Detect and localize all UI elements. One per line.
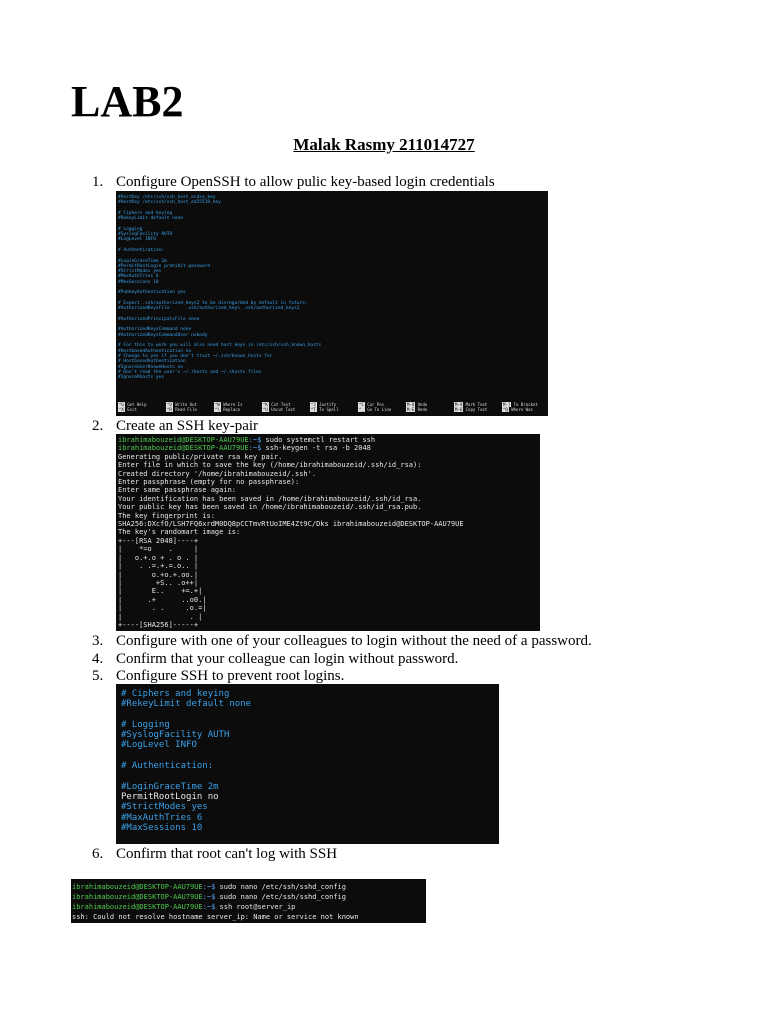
document-title: LAB2 (71, 77, 184, 126)
list-item (92, 845, 338, 863)
terminal-line: # Don't read the user's ~/.rhosts and ~/.shosts files (118, 369, 262, 375)
prompt-path: :~$ (248, 436, 262, 444)
nano-shortcut-label: Exit (124, 407, 137, 412)
list-number: 2. (92, 418, 104, 434)
terminal-line: #IgnoreUserKnownHosts no (118, 364, 184, 370)
nano-shortcut-label: Uncut Text (268, 407, 296, 412)
list-number: 5. (92, 668, 104, 684)
nano-shortcut-label: Justify (316, 402, 337, 407)
nano-shortcut-label: Where Is (220, 402, 243, 407)
nano-shortcut-row (358, 407, 391, 412)
terminal-line (72, 892, 359, 902)
terminal-line: The key fingerprint is: (118, 511, 215, 520)
nano-key: ^G (119, 402, 124, 407)
author-line: Malak Rasmy 211014727 (293, 135, 475, 154)
nano-shortcut-label: Redo (415, 407, 428, 412)
prompt-path: :~$ (202, 903, 216, 911)
terminal-line: # Ciphers and keying (121, 689, 230, 699)
nano-key: ^O (167, 402, 172, 407)
terminal-line: #LoginGraceTime 2m (121, 781, 219, 792)
terminal-output (118, 195, 321, 380)
terminal-line: #HostKey /etc/ssh/ssh_host_ed25519_key (118, 200, 221, 206)
terminal-line: | o.+o.+.oo.| (118, 570, 199, 579)
terminal-line: #MaxSessions 10 (121, 822, 203, 833)
terminal-line: The key's randomart image is: (118, 528, 241, 537)
nano-shortcut (166, 402, 197, 412)
nano-shortcut-label: Write Out (172, 402, 197, 407)
terminal-line: #PubkeyAuthentication yes (118, 290, 186, 296)
terminal-line: Enter file in which to save the key (/home/ibrahimabouzeid/.ssh/id_rsa): (118, 461, 422, 470)
terminal-line: #HostbasedAuthentication no (118, 348, 192, 354)
nano-shortcut-row (118, 407, 147, 412)
terminal-line: #StrictModes yes (118, 269, 162, 275)
list-item (92, 173, 495, 191)
nano-shortcut (502, 402, 538, 412)
terminal-line: #AuthorizedKeysFile .ssh/authorized_keys .ssh/authorized_keys2 (118, 306, 300, 312)
nano-key: ^K (263, 402, 268, 407)
terminal-line: # Logging (121, 719, 170, 730)
terminal-line: #IgnoreRhosts yes (118, 375, 165, 381)
nano-shortcut-row (214, 407, 243, 412)
nano-shortcut-label: Cur Pos (364, 402, 385, 407)
terminal-line: Your identification has been saved in /home/ibrahimabouzeid/.ssh/id_rsa. (118, 494, 422, 503)
nano-shortcut-label: Mark Text (463, 402, 488, 407)
prompt-path: :~$ (202, 893, 216, 901)
nano-key: M-E (407, 407, 415, 412)
terminal-line: # Expect .ssh/authorized_keys2 to be disregarded by default in future. (118, 300, 308, 306)
nano-shortcut (406, 402, 427, 412)
nano-shortcut (118, 402, 147, 412)
terminal-line: #AuthorizedKeysCommand none (118, 327, 192, 333)
terminal-output (121, 689, 251, 833)
terminal-line: #LoginGraceTime 2m (118, 258, 167, 264)
terminal-line: | +S.. .o++| (118, 578, 199, 587)
list-item (92, 632, 592, 650)
terminal-line: | .+ ..o0.| (118, 595, 207, 604)
terminal-line: #PermitRootLogin prohibit-password (118, 263, 211, 269)
terminal-line: # Change to yes if you don't trust ~/.ssh/known_hosts for (118, 353, 273, 359)
nano-key: M-6 (455, 407, 463, 412)
nano-shortcut (214, 402, 243, 412)
terminal-line: #RekeyLimit default none (118, 216, 184, 222)
terminal-output (72, 882, 359, 922)
nano-key: ^X (119, 407, 124, 412)
list-item-text: Configure OpenSSH to allow pulic key-based login credentials (116, 174, 495, 190)
nano-sshd-config-screenshot (116, 191, 548, 416)
terminal-line: # HostbasedAuthentication (118, 359, 186, 365)
terminal-line (121, 710, 251, 720)
terminal-line (121, 751, 251, 761)
nano-shortcut-label: Undo (415, 402, 428, 407)
nano-shortcut-label: Get Help (124, 402, 147, 407)
terminal-line: | . .=.+.=.o.. | (118, 562, 199, 571)
prompt-user-host: ibrahimabouzeid@DESKTOP-AAU79UE (72, 903, 203, 911)
ssh-root-login-screenshot (71, 879, 426, 923)
terminal-line (118, 444, 464, 452)
terminal-line: | E.. +=.+| (118, 587, 203, 596)
prompt-user-host: ibrahimabouzeid@DESKTOP-AAU79UE (118, 444, 249, 453)
list-number: 6. (92, 846, 104, 862)
nano-shortcut-bar (116, 400, 548, 416)
list-number: 1. (92, 174, 104, 190)
list-item (92, 650, 459, 668)
terminal-line: #HostKey /etc/ssh/ssh_host_ecdsa_key (118, 195, 216, 200)
terminal-line: # Authentication: (118, 247, 165, 253)
prompt-user-host: ibrahimabouzeid@DESKTOP-AAU79UE (72, 883, 203, 891)
terminal-line: Enter passphrase (empty for no passphrase): (118, 478, 300, 487)
nano-shortcut-row (406, 407, 427, 412)
terminal-line: #LogLevel INFO (121, 740, 197, 751)
terminal-output (118, 436, 464, 629)
terminal-line: #StrictModes yes (121, 802, 208, 813)
terminal-line (72, 902, 359, 912)
nano-shortcut-label: Replace (220, 407, 241, 412)
terminal-line: # Ciphers and keying (118, 210, 173, 216)
terminal-line: +---[RSA 2048]----+ (118, 536, 199, 545)
nano-shortcut-label: To Spell (316, 407, 339, 412)
terminal-line: #RekeyLimit default none (121, 699, 252, 710)
list-item-text: Configure with one of your colleagues to login without the need of a password. (116, 633, 592, 649)
terminal-line: #AuthorizedKeysCommandUser nobody (118, 332, 208, 338)
nano-key: ^_ (359, 407, 364, 412)
nano-shortcut-row (310, 407, 339, 412)
terminal-line: Generating public/private rsa key pair. (118, 452, 283, 461)
command-text: ssh root@server_ip (215, 903, 296, 911)
nano-key: ^U (263, 407, 268, 412)
nano-key: M-A (455, 402, 463, 407)
command-text: sudo nano /etc/ssh/sshd_config (215, 883, 346, 891)
prompt-user-host: ibrahimabouzeid@DESKTOP-AAU79UE (118, 436, 249, 444)
nano-shortcut-label: Where Was (508, 407, 533, 412)
list-item (92, 667, 345, 685)
nano-shortcut-row (166, 407, 197, 412)
nano-shortcut-row (454, 407, 487, 412)
prompt-user-host: ibrahimabouzeid@DESKTOP-AAU79UE (72, 893, 203, 901)
nano-key: ^J (311, 402, 316, 407)
nano-key: ^R (167, 407, 172, 412)
command-text: ssh-keygen -t rsa -b 2048 (261, 444, 371, 453)
terminal-line: PermitRootLogin no (121, 791, 219, 802)
prompt-path: :~$ (248, 444, 262, 453)
terminal-line: ssh: Could not resolve hostname server_ip: Name or service not known (72, 913, 359, 921)
list-number: 3. (92, 633, 104, 649)
nano-key: M-] (503, 402, 511, 407)
terminal-line: | o.+.o + . o . | (118, 553, 199, 562)
nano-shortcut (310, 402, 339, 412)
nano-shortcut (454, 402, 487, 412)
terminal-line: #SyslogFacility AUTH (121, 730, 230, 741)
terminal-line: | . | (118, 612, 203, 621)
nano-shortcut (358, 402, 391, 412)
terminal-line: #AuthorizedPrincipalsFile none (118, 316, 200, 322)
nano-key: ^W (215, 402, 220, 407)
terminal-line: # Authentication: (121, 761, 214, 772)
terminal-line: SHA256:DXcfO/LSH7FQ6xrdM0DQ8pCCTmvRtUoIME4Zt9C/Dks ibrahimabouzeid@DESKTOP-AAU79UE (118, 520, 464, 529)
command-text: sudo nano /etc/ssh/sshd_config (215, 893, 346, 901)
nano-key: M-U (407, 402, 415, 407)
terminal-line (72, 882, 359, 892)
nano-shortcut-label: To Bracket (511, 402, 538, 407)
list-item-text: Configure SSH to prevent root logins. (116, 668, 345, 684)
nano-key: ^Q (503, 407, 508, 412)
ssh-keygen-screenshot (116, 434, 540, 631)
terminal-line: Created directory '/home/ibrahimabouzeid/.ssh'. (118, 469, 317, 478)
terminal-line: #MaxAuthTries 6 (118, 274, 159, 280)
terminal-line: | . . .o.=| (118, 604, 207, 613)
nano-shortcut-label: Copy Text (463, 407, 488, 412)
nano-key: ^C (359, 402, 364, 407)
nano-key: ^T (311, 407, 316, 412)
nano-shortcut-row (502, 407, 538, 412)
terminal-line: #MaxAuthTries 6 (121, 812, 203, 823)
terminal-line: #LogLevel INFO (118, 237, 156, 243)
terminal-line (118, 436, 464, 444)
nano-shortcut (262, 402, 295, 412)
nano-shortcut-label: Cut Text (268, 402, 291, 407)
permit-root-login-screenshot (116, 684, 499, 844)
list-number: 4. (92, 651, 104, 667)
terminal-line: Your public key has been saved in /home/ibrahimabouzeid/.ssh/id_rsa.pub. (118, 503, 422, 512)
nano-shortcut-label: Go To Line (364, 407, 392, 412)
terminal-line: | *=o . | (118, 545, 199, 554)
terminal-line: #SyslogFacility AUTH (118, 232, 173, 238)
terminal-line (121, 771, 251, 781)
list-item-text: Create an SSH key-pair (116, 418, 259, 434)
list-item (92, 417, 259, 435)
terminal-line: # For this to work you will also need host keys in /etc/ssh/ssh_known_hosts (118, 343, 322, 349)
nano-shortcut-label: Read File (172, 407, 197, 412)
command-text: sudo systemctl restart ssh (261, 436, 376, 444)
terminal-line: Enter same passphrase again: (118, 486, 237, 495)
terminal-line: #MaxSessions 10 (118, 279, 159, 285)
list-item-text: Confirm that root can't log with SSH (116, 846, 338, 862)
terminal-line: # Logging (118, 226, 143, 232)
terminal-line: +----[SHA256]-----+ (118, 620, 199, 629)
prompt-path: :~$ (202, 883, 216, 891)
list-item-text: Confirm that your colleague can login without password. (116, 651, 459, 667)
nano-key: ^\ (215, 407, 220, 412)
nano-shortcut-row (262, 407, 295, 412)
